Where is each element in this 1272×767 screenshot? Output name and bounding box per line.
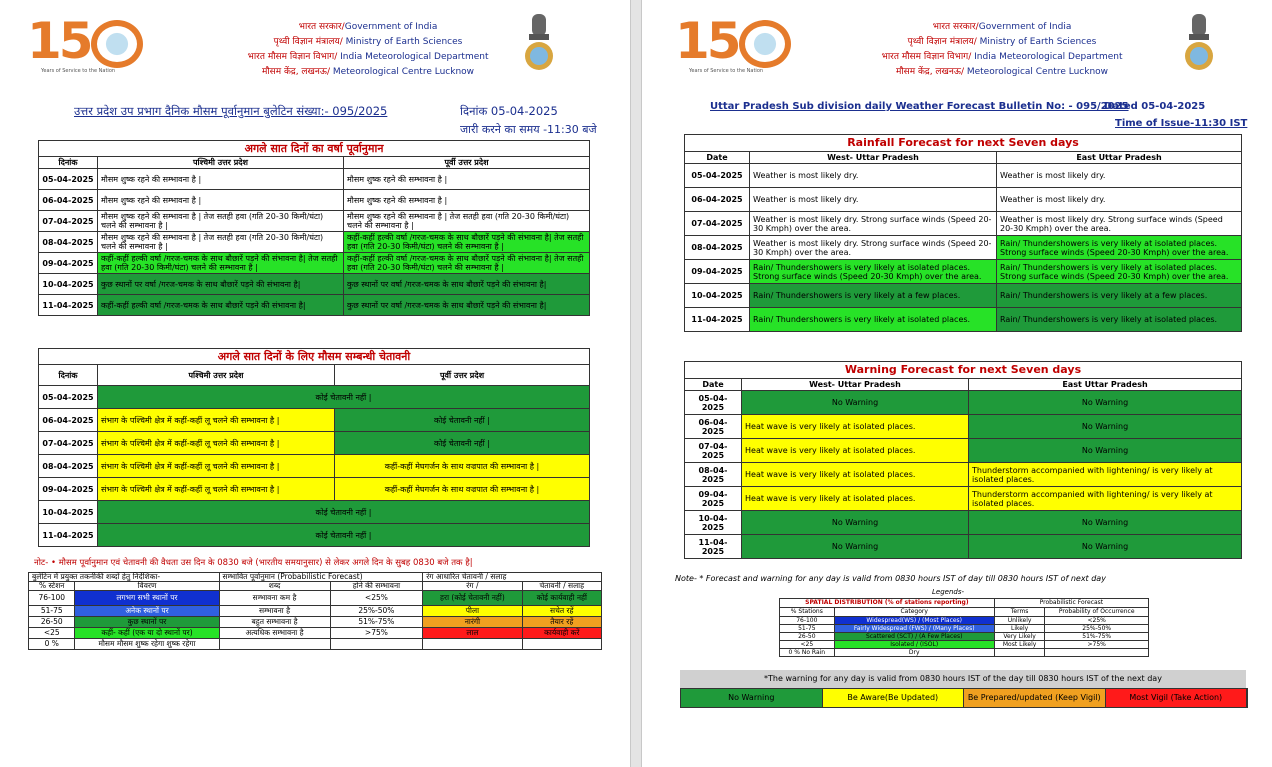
row-date: 10-04-2025: [685, 284, 750, 308]
table-row: [39, 274, 590, 295]
row-date: 07-04-2025: [39, 432, 98, 455]
legend-cat: Fairly Widespread (FWS) / (Many Places): [834, 625, 994, 633]
english-bulletin-page: [642, 0, 1272, 767]
row-west: No Warning: [742, 511, 969, 535]
legend-pct: 26-50: [29, 617, 75, 628]
row-date: 11-04-2025: [39, 295, 98, 316]
validity-note: Note- * Forecast and warning for any day is valid from 0830 hours IST of day till 0830 hours IST of next day: [675, 574, 1106, 583]
color-key: [680, 688, 1248, 708]
legend-cat: Widespread(WS) / (Most Places): [834, 617, 994, 625]
bulletin-date: Dated 05-04-2025: [1104, 101, 1206, 112]
row-warning-both: कोई चेतावनी नहीं |: [98, 501, 590, 524]
legend-pct: 76-100: [29, 591, 75, 606]
row-date: 05-04-2025: [39, 386, 98, 409]
table-row: [685, 236, 1242, 260]
row-east: मौसम शुष्क रहने की सम्भावना है |: [344, 169, 590, 190]
table-row: [39, 169, 590, 190]
row-date: 07-04-2025: [685, 439, 742, 463]
table-row: [685, 164, 1242, 188]
row-east: कोई चेतावनी नहीं |: [335, 432, 590, 455]
row-east: No Warning: [969, 511, 1242, 535]
table-row: [39, 432, 590, 455]
row-west: संभाग के पश्चिमी क्षेत्र में कहीं-कहीं लू चलने की सम्भावना है |: [98, 409, 335, 432]
table-row: [685, 439, 1242, 463]
legend-advice: कोई कार्यवाही नहीं: [522, 591, 601, 606]
rain-forecast-table: Rainfall Forecast for next Seven days Date West- Uttar Pradesh East Uttar Pradesh 05-04-2025 Weather is most likely dry. Weather is most likely dry. 06-04-2025 Weather is most likely dry. Weather is most likely dry. 07-04-2025 Weather is most likely dry. Strong surface winds (Speed 20-30 Kmph) over the area. Weather is most likely dry. Strong surface winds (Speed 20-30 Kmph) over the area. 08-04-2025 Weather is most likely dry. Strong surface winds (Speed 20-30 Kmph) over the area. Rain/ Thundershowers is very likely at isolated places. Strong surface winds (Speed 20-30 Kmph) over the area. 09-04-2025 Rain/ Thundershowers is very likely at isolated places. Strong surface winds (Speed 20-30 Kmph) over the area. Rain/ Thundershowers is very likely at isolated places. Strong surface winds (Speed 20-30 Kmph) over the area. 10-04-2025 Rain/ Thundershowers is very likely at a few places. Rain/ Thundershowers is very likely at a few places. 11-04-2025 Rain/ Thundershowers is very likely at isolated places. Rain/ Thundershowers is very likely at isolated places.: [684, 134, 1242, 332]
row-date: 09-04-2025: [39, 478, 98, 501]
bulletin-title: उत्तर प्रदेश उप प्रभाग दैनिक मौसम पूर्वानुमान बुलेटिन संख्या:- 095/2025: [74, 104, 388, 118]
table-row: [39, 524, 590, 547]
legend-row: [780, 625, 1149, 633]
row-east: No Warning: [969, 415, 1242, 439]
row-west: मौसम शुष्क रहने की सम्भावना है |: [98, 190, 344, 211]
govt-header: भारत सरकार/Government of India पृथ्वी विज्ञान मंत्रालय/ Ministry of Earth Sciences भारत मौसम विज्ञान विभाग/ India Meteorological Department मौसम केंद्र, लखनऊ/ Meteorological Centre Lucknow: [247, 22, 489, 77]
row-date: 05-04-2025: [685, 391, 742, 415]
row-east: Rain/ Thundershowers is very likely at isolated places. Strong surface winds (Speed 20-30 Kmph) over the area.: [997, 236, 1242, 260]
be-prepared-key: Be Prepared/updated (Keep Vigil): [964, 689, 1106, 707]
legend-color: हरा (कोई चेतावनी नहीं): [423, 591, 522, 606]
legend-prob: <25%: [1045, 617, 1149, 625]
row-date: 07-04-2025: [685, 212, 750, 236]
imd-150-logo: 15 Years of Service to the Nation: [27, 18, 157, 80]
row-east: No Warning: [969, 391, 1242, 415]
row-east: No Warning: [969, 439, 1242, 463]
legend-row: [29, 628, 602, 639]
legend-prob: [1045, 649, 1149, 657]
row-east: No Warning: [969, 535, 1242, 559]
legend-term: Likely: [994, 625, 1045, 633]
row-east: कोई चेतावनी नहीं |: [335, 409, 590, 432]
row-east: मौसम शुष्क रहने की सम्भावना है | तेज सतही हवा (गति 20-30 किमी/घंटा) चलने की सम्भावना है |: [344, 211, 590, 232]
legend-prob: [330, 639, 423, 650]
row-east: Thunderstorm accompanied with lightening/ is very likely at isolated places.: [969, 487, 1242, 511]
row-warning-both: कोई चेतावनी नहीं |: [98, 524, 590, 547]
row-west: Weather is most likely dry.: [750, 188, 997, 212]
row-warning-both: कोई चेतावनी नहीं |: [98, 386, 590, 409]
legend-color: नारंगी: [423, 617, 522, 628]
row-west: कहीं-कहीं हल्की वर्षा /गरज-चमक के साथ बौछारें पड़ने की संभावना है|: [98, 295, 344, 316]
legend-term: Very Likely: [994, 633, 1045, 641]
legend-row: [29, 617, 602, 628]
legend-prob: <25%: [330, 591, 423, 606]
imd-150-logo: 15 Years of Service to the Nation: [675, 18, 805, 80]
row-east: कहीं-कहीं मेघगर्जन के साथ वज्रपात की सम्भावना है |: [335, 455, 590, 478]
legend-word: बहुत सम्भावना है: [219, 617, 330, 628]
legend-table: बुलेटिन में प्रयुक्त तकनीकी शब्दों हेतु निर्देशिका- सम्भावित पूर्वानुमान (Probabilistic Forecast) रंग आधारित चेतावनी / सलाह % स्टेशन विवरण शब्द होने की सम्भावना रंग / चेतावनी / सलाह 76-100 लगभग सभी स्थानों पर सम्भावना कम है <25% हरा (कोई चेतावनी नहीं) कोई कार्यवाही नहीं 51-75 अनेक स्थानों पर सम्भावना है 25%-50% पीला सचेत रहें 26-50 कुछ स्थानों पर बहुत सम्भावना है 51%-75% नारंगी तैयार रहें <25 कहीं- कहीं (एक या दो स्थानों पर) अत्यधिक सम्भावना है >75% लाल कार्यवाही करें 0 % मौसम मौसम शुष्क रहेगा शुष्क रहेगा: [28, 572, 602, 650]
table-row: [685, 391, 1242, 415]
row-date: 11-04-2025: [685, 308, 750, 332]
row-date: 09-04-2025: [685, 487, 742, 511]
national-emblem-icon: [522, 8, 556, 74]
legend-word: सम्भावना है: [219, 606, 330, 617]
row-west: Rain/ Thundershowers is very likely at isolated places. Strong surface winds (Speed 20-30 Kmph) over the area.: [750, 260, 997, 284]
legend-prob: >75%: [330, 628, 423, 639]
legend-pct: <25: [780, 641, 835, 649]
legend-prob: 51%-75%: [1045, 633, 1149, 641]
row-west: Heat wave is very likely at isolated places.: [742, 415, 969, 439]
row-west: Weather is most likely dry. Strong surface winds (Speed 20-30 Kmph) over the area.: [750, 212, 997, 236]
table-row: [39, 455, 590, 478]
row-west: Rain/ Thundershowers is very likely at a few places.: [750, 284, 997, 308]
legends-label: Legends-: [932, 588, 965, 596]
row-date: 11-04-2025: [685, 535, 742, 559]
legend-row: [29, 591, 602, 606]
row-west: संभाग के पश्चिमी क्षेत्र में कहीं-कहीं लू चलने की सम्भावना है |: [98, 478, 335, 501]
row-west: Weather is most likely dry.: [750, 164, 997, 188]
legend-table: SPATIAL DISTRIBUTION (% of stations reporting) Probabilistic Forecast % Stations Category Terms Probability of Occurrence 76-100 Widespread(WS) / (Most Places) Unlikely <25% 51-75 Fairly Widespread (FWS) / (Many Places) Likely 25%-50% 26-50 Scattered (SCT) / (A Few Places) Very Likely 51%-75% <25 Isolated / (ISOL) Most Likely >75% 0 % No Rain Dry: [779, 598, 1149, 657]
legend-term: [994, 649, 1045, 657]
legend-pct: 0 % No Rain: [780, 649, 835, 657]
table-row: [685, 308, 1242, 332]
legend-row: [780, 641, 1149, 649]
legend-prob: 25%-50%: [1045, 625, 1149, 633]
legend-advice: [522, 639, 601, 650]
legend-advice: कार्यवाही करें: [522, 628, 601, 639]
most-vigil-key: Most Vigil (Take Action): [1106, 689, 1248, 707]
row-west: कहीं-कहीं हल्की वर्षा /गरज-चमक के साथ बौछारें पड़ने की संभावना है| तेज सतही हवा (गति 20-30 किमी/घंटा) चलने की सम्भावना है |: [98, 253, 344, 274]
row-date: 08-04-2025: [685, 236, 750, 260]
row-east: कुछ स्थानों पर वर्षा /गरज-चमक के साथ बौछारें पड़ने की संभावना है|: [344, 274, 590, 295]
legend-term: Most Likely: [994, 641, 1045, 649]
table-row: [685, 284, 1242, 308]
row-west: मौसम शुष्क रहने की सम्भावना है | तेज सतही हवा (गति 20-30 किमी/घंटा) चलने की सम्भावना है |: [98, 232, 344, 253]
rain-forecast-table: अगले सात दिनों का वर्षा पूर्वानुमान दिनांक पश्चिमी उत्तर प्रदेश पूर्वी उत्तर प्रदेश 05-04-2025 मौसम शुष्क रहने की सम्भावना है | मौसम शुष्क रहने की सम्भावना है | 06-04-2025 मौसम शुष्क रहने की सम्भावना है | मौसम शुष्क रहने की सम्भावना है | 07-04-2025 मौसम शुष्क रहने की सम्भावना है | तेज सतही हवा (गति 20-30 किमी/घंटा) चलने की सम्भावना है | मौसम शुष्क रहने की सम्भावना है | तेज सतही हवा (गति 20-30 किमी/घंटा) चलने की सम्भावना है | 08-04-2025 मौसम शुष्क रहने की सम्भावना है | तेज सतही हवा (गति 20-30 किमी/घंटा) चलने की सम्भावना है | कहीं-कहीं हल्की वर्षा /गरज-चमक के साथ बौछारें पड़ने की संभावना है| तेज सतही हवा (गति 20-30 किमी/घंटा) चलने की सम्भावना है | 09-04-2025 कहीं-कहीं हल्की वर्षा /गरज-चमक के साथ बौछारें पड़ने की संभावना है| तेज सतही हवा (गति 20-30 किमी/घंटा) चलने की सम्भावना है | कहीं-कहीं हल्की वर्षा /गरज-चमक के साथ बौछारें पड़ने की संभावना है| तेज सतही हवा (गति 20-30 किमी/घंटा) चलने की सम्भावना है | 10-04-2025 कुछ स्थानों पर वर्षा /गरज-चमक के साथ बौछारें पड़ने की संभावना है| कुछ स्थानों पर वर्षा /गरज-चमक के साथ बौछारें पड़ने की संभावना है| 11-04-2025 कहीं-कहीं हल्की वर्षा /गरज-चमक के साथ बौछारें पड़ने की संभावना है| कुछ स्थानों पर वर्षा /गरज-चमक के साथ बौछारें पड़ने की संभावना है|: [38, 140, 590, 316]
hindi-bulletin-page: [0, 0, 630, 767]
legend-row: [29, 639, 602, 650]
legend-pct: 0 %: [29, 639, 75, 650]
row-west: मौसम शुष्क रहने की सम्भावना है |: [98, 169, 344, 190]
legend-row: [29, 606, 602, 617]
table-row: [39, 386, 590, 409]
row-date: 10-04-2025: [685, 511, 742, 535]
row-east: मौसम शुष्क रहने की सम्भावना है |: [344, 190, 590, 211]
warning-forecast-table: अगले सात दिनों के लिए मौसम सम्बन्धी चेतावनी दिनांक पश्चिमी उत्तर प्रदेश पूर्वी उत्तर प्रदेश 05-04-2025 कोई चेतावनी नहीं | 06-04-2025 संभाग के पश्चिमी क्षेत्र में कहीं-कहीं लू चलने की सम्भावना है | कोई चेतावनी नहीं | 07-04-2025 संभाग के पश्चिमी क्षेत्र में कहीं-कहीं लू चलने की सम्भावना है | कोई चेतावनी नहीं | 08-04-2025 संभाग के पश्चिमी क्षेत्र में कहीं-कहीं लू चलने की सम्भावना है | कहीं-कहीं मेघगर्जन के साथ वज्रपात की सम्भावना है | 09-04-2025 संभाग के पश्चिमी क्षेत्र में कहीं-कहीं लू चलने की सम्भावना है | कहीं-कहीं मेघगर्जन के साथ वज्रपात की सम्भावना है | 10-04-2025 कोई चेतावनी नहीं | 11-04-2025 कोई चेतावनी नहीं |: [38, 348, 590, 547]
row-east: Weather is most likely dry.: [997, 164, 1242, 188]
legend-cat: Scattered (SCT) / (A Few Places): [834, 633, 994, 641]
row-date: 06-04-2025: [685, 415, 742, 439]
row-west: Heat wave is very likely at isolated places.: [742, 463, 969, 487]
legend-word: [219, 639, 330, 650]
legend-row: [780, 633, 1149, 641]
row-date: 06-04-2025: [39, 190, 98, 211]
issue-time: जारी करने का समय -11:30 बजे: [460, 123, 597, 136]
row-date: 07-04-2025: [39, 211, 98, 232]
row-west: Weather is most likely dry. Strong surface winds (Speed 20-30 Kmph) over the area.: [750, 236, 997, 260]
legend-row: [780, 649, 1149, 657]
table-row: [39, 478, 590, 501]
legend-pct: 76-100: [780, 617, 835, 625]
table-row: [685, 487, 1242, 511]
warning-forecast-table: Warning Forecast for next Seven days Date West- Uttar Pradesh East Uttar Pradesh 05-04-2025 No Warning No Warning 06-04-2025 Heat wave is very likely at isolated places. No Warning 07-04-2025 Heat wave is very likely at isolated places. No Warning 08-04-2025 Heat wave is very likely at isolated places. Thunderstorm accompanied with lightening/ is very likely at isolated places. 09-04-2025 Heat wave is very likely at isolated places. Thunderstorm accompanied with lightening/ is very likely at isolated places. 10-04-2025 No Warning No Warning 11-04-2025 No Warning No Warning: [684, 361, 1242, 559]
legend-prob: 25%-50%: [330, 606, 423, 617]
legend-advice: तैयार रहें: [522, 617, 601, 628]
row-east: कहीं-कहीं हल्की वर्षा /गरज-चमक के साथ बौछारें पड़ने की संभावना है| तेज सतही हवा (गति 20-30 किमी/घंटा) चलने की सम्भावना है |: [344, 232, 590, 253]
legend-advice: सचेत रहें: [522, 606, 601, 617]
table-row: [39, 501, 590, 524]
bulletin-date: दिनांक 05-04-2025: [460, 104, 558, 118]
row-east: Weather is most likely dry.: [997, 188, 1242, 212]
row-east: Weather is most likely dry. Strong surface winds (Speed 20-30 Kmph) over the area.: [997, 212, 1242, 236]
row-east: Rain/ Thundershowers is very likely at isolated places. Strong surface winds (Speed 20-30 Kmph) over the area.: [997, 260, 1242, 284]
row-date: 09-04-2025: [39, 253, 98, 274]
table-row: [685, 415, 1242, 439]
row-date: 08-04-2025: [39, 455, 98, 478]
row-west: संभाग के पश्चिमी क्षेत्र में कहीं-कहीं लू चलने की सम्भावना है |: [98, 455, 335, 478]
row-east: Thunderstorm accompanied with lightening/ is very likely at isolated places.: [969, 463, 1242, 487]
row-east: कुछ स्थानों पर वर्षा /गरज-चमक के साथ बौछारें पड़ने की संभावना है|: [344, 295, 590, 316]
row-west: मौसम शुष्क रहने की सम्भावना है | तेज सतही हवा (गति 20-30 किमी/घंटा) चलने की सम्भावना है |: [98, 211, 344, 232]
row-west: Rain/ Thundershowers is very likely at isolated places.: [750, 308, 997, 332]
bulletin-title: Uttar Pradesh Sub division daily Weather Forecast Bulletin No: - 095/2025: [710, 101, 1129, 112]
legend-word: सम्भावना कम है: [219, 591, 330, 606]
legend-desc: मौसम मौसम शुष्क रहेगा शुष्क रहेगा: [75, 639, 219, 650]
legend-pct: 26-50: [780, 633, 835, 641]
row-date: 06-04-2025: [685, 188, 750, 212]
row-date: 05-04-2025: [39, 169, 98, 190]
row-west: Heat wave is very likely at isolated places.: [742, 487, 969, 511]
legend-pct: <25: [29, 628, 75, 639]
row-west: संभाग के पश्चिमी क्षेत्र में कहीं-कहीं लू चलने की सम्भावना है |: [98, 432, 335, 455]
page-gutter: [630, 0, 642, 767]
legend-color: पीला: [423, 606, 522, 617]
legend-prob: 51%-75%: [330, 617, 423, 628]
table-row: [39, 211, 590, 232]
row-east: Rain/ Thundershowers is very likely at a few places.: [997, 284, 1242, 308]
row-east: कहीं-कहीं हल्की वर्षा /गरज-चमक के साथ बौछारें पड़ने की संभावना है| तेज सतही हवा (गति 20-30 किमी/घंटा) चलने की सम्भावना है |: [344, 253, 590, 274]
row-east: कहीं-कहीं मेघगर्जन के साथ वज्रपात की सम्भावना है |: [335, 478, 590, 501]
table-row: [685, 212, 1242, 236]
row-date: 06-04-2025: [39, 409, 98, 432]
table-row: [39, 190, 590, 211]
legend-desc: कहीं- कहीं (एक या दो स्थानों पर): [75, 628, 219, 639]
legend-pct: 51-75: [29, 606, 75, 617]
validity-banner: *The warning for any day is valid from 0830 hours IST of the day till 0830 hours IST of the next day: [680, 670, 1246, 688]
row-date: 10-04-2025: [39, 501, 98, 524]
row-west: No Warning: [742, 535, 969, 559]
no-warning-key: No Warning: [681, 689, 823, 707]
be-aware-key: Be Aware(Be Updated): [823, 689, 965, 707]
table-row: [39, 232, 590, 253]
row-date: 10-04-2025: [39, 274, 98, 295]
row-date: 08-04-2025: [39, 232, 98, 253]
table-row: [685, 511, 1242, 535]
legend-prob: >75%: [1045, 641, 1149, 649]
row-date: 09-04-2025: [685, 260, 750, 284]
row-west: Heat wave is very likely at isolated places.: [742, 439, 969, 463]
legend-cat: Dry: [834, 649, 994, 657]
table-row: [39, 253, 590, 274]
legend-color: लाल: [423, 628, 522, 639]
legend-desc: कुछ स्थानों पर: [75, 617, 219, 628]
table-row: [39, 295, 590, 316]
legend-color: [423, 639, 522, 650]
table-row: [39, 409, 590, 432]
national-emblem-icon: [1182, 8, 1216, 74]
legend-word: अत्यधिक सम्भावना है: [219, 628, 330, 639]
row-east: Rain/ Thundershowers is very likely at isolated places.: [997, 308, 1242, 332]
legend-term: Unlikely: [994, 617, 1045, 625]
row-west: कुछ स्थानों पर वर्षा /गरज-चमक के साथ बौछारें पड़ने की संभावना है|: [98, 274, 344, 295]
legend-desc: लगभग सभी स्थानों पर: [75, 591, 219, 606]
table-row: [685, 260, 1242, 284]
row-date: 08-04-2025: [685, 463, 742, 487]
table-row: [685, 188, 1242, 212]
row-date: 05-04-2025: [685, 164, 750, 188]
legend-cat: Isolated / (ISOL): [834, 641, 994, 649]
legend-pct: 51-75: [780, 625, 835, 633]
row-west: No Warning: [742, 391, 969, 415]
table-row: [685, 463, 1242, 487]
row-date: 11-04-2025: [39, 524, 98, 547]
table-row: [685, 535, 1242, 559]
legend-row: [780, 617, 1149, 625]
legend-desc: अनेक स्थानों पर: [75, 606, 219, 617]
govt-header: भारत सरकार/Government of India पृथ्वी विज्ञान मंत्रालय/ Ministry of Earth Sciences भारत मौसम विज्ञान विभाग/ India Meteorological Department मौसम केंद्र, लखनऊ/ Meteorological Centre Lucknow: [881, 22, 1123, 77]
issue-time: Time of Issue-11:30 IST: [1115, 118, 1248, 129]
validity-note: नोट- • मौसम पूर्वानुमान एवं चेतावनी की वैधता उस दिन के 0830 बजे (भारतीय समयानुसार) से लेकर अगले दिन के सुबह 0830 बजे तक है|: [34, 558, 473, 568]
